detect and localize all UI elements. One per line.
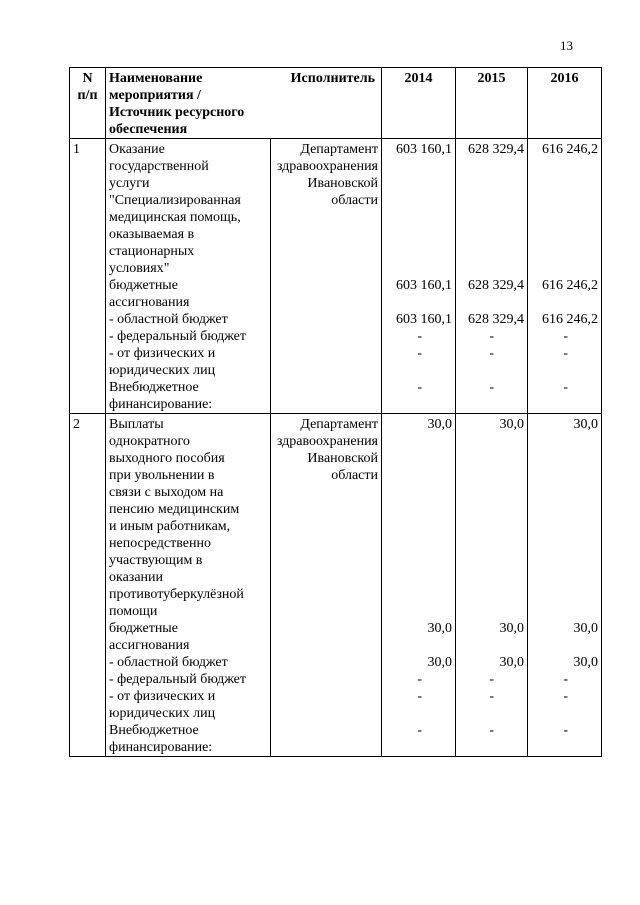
header-row <box>70 68 602 139</box>
header-year-2016: 2016 <box>528 68 602 139</box>
funding-value: 30,0 <box>573 655 598 670</box>
main-value: 30,0 <box>427 417 452 432</box>
empty-value-dash: - <box>489 672 494 687</box>
year-value-cell <box>528 414 602 757</box>
row-number: 1 <box>70 139 106 414</box>
measure-name-line: оказании <box>109 570 164 585</box>
empty-value-dash: - <box>489 346 494 361</box>
funding-value: 603 160,1 <box>396 278 452 293</box>
executor-line: здравоохранения <box>276 159 378 174</box>
measure-name-line: услуги <box>109 176 150 191</box>
year-value-cell <box>456 139 528 414</box>
empty-value-dash: - <box>563 689 568 704</box>
funding-value: 628 329,4 <box>468 278 524 293</box>
funding-value: 603 160,1 <box>396 312 452 327</box>
funding-source-label: юридических лиц <box>109 363 216 378</box>
empty-value-dash: - <box>417 672 422 687</box>
year-value-cell <box>456 414 528 757</box>
measure-name-line: оказываемая в <box>109 227 195 242</box>
executor-line: здравоохранения <box>276 434 378 449</box>
measure-name-line: пенсию медицинским <box>109 502 240 517</box>
executor-line: Ивановской <box>307 451 378 466</box>
executor-line: Ивановской <box>307 176 378 191</box>
funding-source-label: - от физических и <box>109 346 216 361</box>
measure-name-line: при увольнении в <box>109 468 215 483</box>
executor-cell <box>271 414 382 757</box>
header-name: Наименование <box>109 71 203 86</box>
measure-name-line: помощи <box>109 604 158 619</box>
measure-name-line: медицинская помощь, <box>109 210 241 225</box>
main-value: 30,0 <box>499 417 524 432</box>
funding-value: 30,0 <box>427 621 452 636</box>
main-value: 616 246,2 <box>542 142 598 157</box>
measure-name-line: выходного пособия <box>109 451 225 466</box>
measure-name-cell <box>106 139 271 414</box>
measure-name-line: непосредственно <box>109 536 211 551</box>
table-row <box>70 414 602 757</box>
page-number: 13 <box>560 38 573 53</box>
year-value-cell <box>528 139 602 414</box>
funding-value: 616 246,2 <box>542 312 598 327</box>
funding-value: 30,0 <box>499 621 524 636</box>
funding-value: 30,0 <box>499 655 524 670</box>
header-number: N п/п <box>70 68 106 139</box>
funding-source-label: ассигнования <box>109 638 190 653</box>
measure-name-line: и иным работникам, <box>109 519 231 534</box>
measure-name-line: участвующим в <box>109 553 203 568</box>
funding-source-label: бюджетные <box>109 621 178 636</box>
header-name-executor: Наименование мероприятия / Источник ресурсного обеспечения Исполнитель <box>106 68 382 139</box>
header-year-2015: 2015 <box>456 68 528 139</box>
funding-value: 628 329,4 <box>468 312 524 327</box>
measure-name-cell <box>106 414 271 757</box>
empty-value-dash: - <box>563 723 568 738</box>
table-row <box>70 139 602 414</box>
funding-source-label: финансирование: <box>109 740 213 755</box>
main-value: 603 160,1 <box>396 142 452 157</box>
empty-value-dash: - <box>417 329 422 344</box>
measure-name-line: стационарных <box>109 244 195 259</box>
measure-name-line: противотуберкулёзной <box>109 587 244 602</box>
measure-name-line: Выплаты <box>109 417 164 432</box>
funding-source-label: - от физических и <box>109 689 216 704</box>
budget-table <box>69 67 602 757</box>
empty-value-dash: - <box>489 689 494 704</box>
executor-cell <box>271 139 382 414</box>
funding-source-label: ассигнования <box>109 295 190 310</box>
funding-source-label: - федеральный бюджет <box>109 672 247 687</box>
empty-value-dash: - <box>563 329 568 344</box>
main-value: 30,0 <box>573 417 598 432</box>
funding-source-label: бюджетные <box>109 278 178 293</box>
funding-source-label: финансирование: <box>109 397 213 412</box>
empty-value-dash: - <box>563 380 568 395</box>
executor-line: области <box>331 468 378 483</box>
measure-name-line: однократного <box>109 434 190 449</box>
empty-value-dash: - <box>489 723 494 738</box>
executor-line: области <box>331 193 378 208</box>
measure-name-line: государственной <box>109 159 209 174</box>
funding-source-label: - областной бюджет <box>109 312 228 327</box>
funding-source-label: - областной бюджет <box>109 655 228 670</box>
empty-value-dash: - <box>489 380 494 395</box>
header-year-2014: 2014 <box>382 68 456 139</box>
empty-value-dash: - <box>563 672 568 687</box>
executor-line: Департамент <box>300 417 378 432</box>
measure-name-line: "Специализированная <box>109 193 241 208</box>
empty-value-dash: - <box>417 689 422 704</box>
empty-value-dash: - <box>417 380 422 395</box>
header-executor: Исполнитель <box>290 71 375 86</box>
year-value-cell <box>382 414 456 757</box>
measure-name-line: Оказание <box>109 142 165 157</box>
funding-value: 616 246,2 <box>542 278 598 293</box>
empty-value-dash: - <box>489 329 494 344</box>
empty-value-dash: - <box>417 346 422 361</box>
measure-name-line: условиях" <box>109 261 170 276</box>
funding-source-label: Внебюджетное <box>109 380 199 395</box>
funding-source-label: - федеральный бюджет <box>109 329 247 344</box>
year-value-cell <box>382 139 456 414</box>
empty-value-dash: - <box>417 723 422 738</box>
main-value: 628 329,4 <box>468 142 524 157</box>
executor-line: Департамент <box>300 142 378 157</box>
funding-source-label: Внебюджетное <box>109 723 199 738</box>
funding-source-label: юридических лиц <box>109 706 216 721</box>
measure-name-line: связи с выходом на <box>109 485 224 500</box>
empty-value-dash: - <box>563 346 568 361</box>
funding-value: 30,0 <box>573 621 598 636</box>
row-number: 2 <box>70 414 106 757</box>
funding-value: 30,0 <box>427 655 452 670</box>
